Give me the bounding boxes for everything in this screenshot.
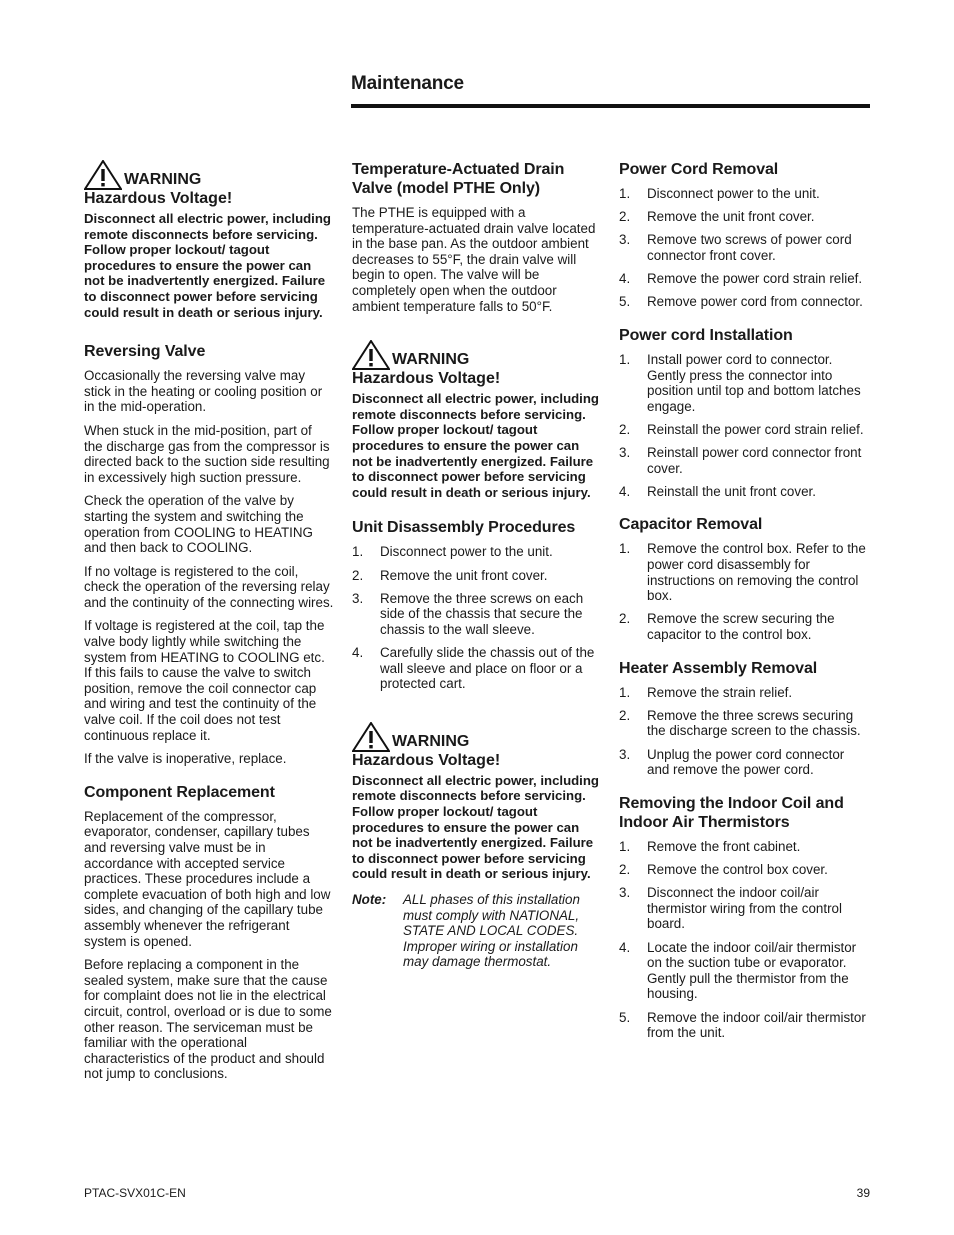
list-item: 2. Reinstall the power cord strain relief. xyxy=(619,421,864,437)
paragraph: Replacement of the compressor, evaporator, condenser, capillary tubes and reversing valve must be in accordance with accepted service practices. These procedures include a complete evacuation of both high and low sides, and changing of the capillary tube assembly whenever the refrigerant system is opened. xyxy=(84,808,331,949)
list-item: 5. Remove power cord from connector. xyxy=(619,294,863,310)
paragraph: Check the operation of the valve by starting the system and switching the operation from COOLING to HEATING and then back to COOLING. xyxy=(84,493,313,556)
list-item: 3. Unplug the power cord connector and remove the power cord. xyxy=(619,746,845,778)
list-item: 3. Remove the three screws on each side of the chassis that secure the chassis to the wall sleeve. xyxy=(352,590,584,637)
steps-list xyxy=(619,685,869,778)
column-2 xyxy=(352,160,600,970)
paragraph: If the valve is inoperative, replace. xyxy=(84,751,287,767)
list-item: 1. Remove the control box. Refer to the power cord disassembly for instructions on removing the control box. xyxy=(619,541,866,604)
warning-label: WARNING xyxy=(392,351,470,369)
warning-text: Disconnect all electric power, including remote disconnects before servicing. Follow proper lockout/ tagout procedures to ensure the power can not be inadvertently energized. Failure to disconnect power before servicing could result in death or serious injury. xyxy=(84,211,331,320)
list-item: 2. Remove the screw securing the capacitor to the control box. xyxy=(619,611,835,643)
title-rule xyxy=(351,104,870,108)
list-item: 1. Disconnect power to the unit. xyxy=(352,544,553,560)
section-heading-unit-disassembly: Unit Disassembly Procedures xyxy=(352,519,576,537)
page-title: Maintenance xyxy=(351,73,464,94)
section-heading-indoor-coil-thermistors: Removing the Indoor Coil and Indoor Air Thermistors xyxy=(619,794,844,831)
list-item: 4. Carefully slide the chassis out of the wall sleeve and place on floor or a protected cart. xyxy=(352,645,595,692)
list-item: 4. Remove the power cord strain relief. xyxy=(619,271,863,287)
warning-triangle-icon xyxy=(352,722,390,752)
paragraph: When stuck in the mid-position, part of the discharge gas from the compressor is directed back to the suction side resulting in excessively high suction pressure. xyxy=(84,422,330,485)
section-heading-power-cord-installation: Power cord Installation xyxy=(619,326,793,344)
warning-subtitle: Hazardous Voltage! xyxy=(352,751,501,769)
steps-list xyxy=(619,839,869,1041)
paragraph: If no voltage is registered to the coil, check the operation of the reversing relay and the continuity of the connecting wires. xyxy=(84,563,334,610)
list-item: 5. Remove the indoor coil/air thermistor from the unit. xyxy=(619,1009,866,1041)
list-item: 1. Install power cord to connector. Gently press the connector into position until top and bottom latches engage. xyxy=(619,351,861,414)
warning-triangle-icon xyxy=(352,340,390,370)
section-heading-capacitor-removal: Capacitor Removal xyxy=(619,516,763,534)
list-item: 2. Remove the unit front cover. xyxy=(619,209,815,225)
paragraph: If voltage is registered at the coil, tap the valve body lightly while switching the system from HEATING to COOLING etc. If this fails to cause the valve to switch position, remove the coil connector cap and wiring and test the continuity of the valve coil. If the coil does not test continuous replace it. xyxy=(84,618,325,743)
note-text: ALL phases of this installation must comply with NATIONAL, STATE AND LOCAL CODES. Improper wiring or installation may damage thermostat. xyxy=(403,892,580,970)
list-item: 3. Disconnect the indoor coil/air thermistor wiring from the control board. xyxy=(619,885,842,932)
list-item: 1. Remove the strain relief. xyxy=(619,684,793,700)
steps-list xyxy=(352,544,600,692)
list-item: 2. Remove the unit front cover. xyxy=(352,567,548,583)
paragraph: Occasionally the reversing valve may stick in the heating or cooling position or in the mid-operation. xyxy=(84,368,323,415)
steps-list xyxy=(619,352,869,500)
list-item: 3. Reinstall power cord connector front cover. xyxy=(619,445,862,476)
footer-doc-id: PTAC-SVX01C-EN xyxy=(84,1186,186,1200)
note xyxy=(352,892,600,970)
list-item: 2. Remove the three screws securing the discharge screen to the chassis. xyxy=(619,707,861,739)
footer-page-number: 39 xyxy=(856,1186,870,1200)
steps-list xyxy=(619,186,869,310)
column-3 xyxy=(619,160,869,1051)
list-item: 1. Remove the front cabinet. xyxy=(619,838,801,854)
warning-triangle-icon xyxy=(84,160,122,190)
warning-label: WARNING xyxy=(124,171,202,188)
warning-box xyxy=(352,340,600,500)
paragraph: The PTHE is equipped with a temperature-actuated drain valve located in the base pan. As the outdoor ambient decreases to 55°F, the drain valve will begin to open. The valve will be completely open when the outdoor ambient temperature falls to 50°F. xyxy=(352,205,596,314)
list-item: 4. Reinstall the unit front cover. xyxy=(619,483,816,499)
section-heading-heater-assembly-removal: Heater Assembly Removal xyxy=(619,659,818,677)
section-heading-reversing-valve: Reversing Valve xyxy=(84,343,206,361)
section-heading-drain-valve: Temperature-Actuated Drain Valve (model PTHE Only) xyxy=(352,161,565,197)
list-item: 2. Remove the control box cover. xyxy=(619,861,828,877)
warning-box xyxy=(352,722,600,882)
warning-box xyxy=(84,160,334,320)
steps-list xyxy=(619,541,869,642)
warning-subtitle: Hazardous Voltage! xyxy=(84,190,233,207)
warning-label: WARNING xyxy=(392,732,470,750)
note-label: Note: xyxy=(352,892,387,907)
list-item: 3. Remove two screws of power cord connector front cover. xyxy=(619,232,852,263)
section-heading-power-cord-removal: Power Cord Removal xyxy=(619,161,779,178)
list-item: 1. Disconnect power to the unit. xyxy=(619,186,820,201)
warning-text: Disconnect all electric power, including remote disconnects before servicing. Follow proper lockout/ tagout procedures to ensure the power can not be inadvertently energized. Failure to disconnect power before servicing could result in death or serious injury. xyxy=(352,391,599,500)
column-1 xyxy=(84,160,334,1090)
list-item: 4. Locate the indoor coil/air thermistor on the suction tube or evaporator. Gently pull the thermistor from the housing. xyxy=(619,939,857,1002)
warning-text: Disconnect all electric power, including remote disconnects before servicing. Follow proper lockout/ tagout procedures to ensure the power can not be inadvertently energized. Failure to disconnect power before servicing could result in death or serious injury. xyxy=(352,772,599,882)
section-heading-component-replacement: Component Replacement xyxy=(84,783,275,801)
paragraph: Before replacing a component in the sealed system, make sure that the cause for complaint does not lie in the electrical circuit, control, overload or is due to some other reason. The serviceman must be familiar with the operational characteristics of the product and should not jump to conclusions. xyxy=(84,957,332,1082)
warning-subtitle: Hazardous Voltage! xyxy=(352,370,501,388)
